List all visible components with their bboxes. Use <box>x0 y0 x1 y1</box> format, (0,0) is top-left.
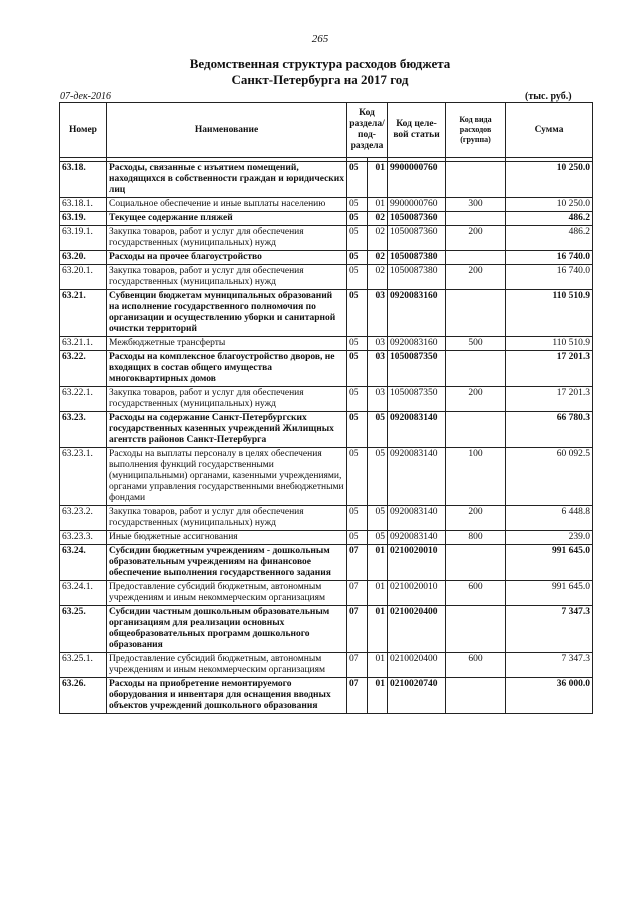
cell-subsection: 03 <box>368 290 388 337</box>
cell-section: 05 <box>347 531 368 545</box>
cell-amount: 16 740.0 <box>506 251 593 265</box>
cell-number: 63.21. <box>60 290 107 337</box>
cell-name: Субсидии частным дошкольным образовательным организациям для реализации основных общеобразовательных программ дошкольного образования <box>107 606 347 653</box>
cell-subsection: 01 <box>368 162 388 198</box>
cell-name: Субсидии бюджетным учреждениям - дошкольным образовательным учреждениям на финансовое обеспечение выполнения государственного задания <box>107 545 347 581</box>
cell-group: 600 <box>446 581 506 606</box>
cell-subsection: 01 <box>368 198 388 212</box>
cell-amount: 7 347.3 <box>506 606 593 653</box>
table-row <box>60 351 593 387</box>
cell-subsection: 01 <box>368 545 388 581</box>
cell-number: 63.24.1. <box>60 581 107 606</box>
cell-number: 63.18. <box>60 162 107 198</box>
header-number: Номер <box>60 103 107 158</box>
cell-number: 63.21.1. <box>60 337 107 351</box>
cell-target: 9900000760 <box>388 198 446 212</box>
table-row <box>60 226 593 251</box>
cell-subsection: 02 <box>368 226 388 251</box>
cell-section: 07 <box>347 678 368 714</box>
cell-group: 800 <box>446 531 506 545</box>
cell-subsection: 03 <box>368 351 388 387</box>
cell-group: 200 <box>446 265 506 290</box>
cell-group <box>446 290 506 337</box>
cell-target: 0210020400 <box>388 653 446 678</box>
cell-target: 0210020740 <box>388 678 446 714</box>
cell-group: 500 <box>446 337 506 351</box>
cell-name: Предоставление субсидий бюджетным, автономным учреждениям и иным некоммерческим организациям <box>107 581 347 606</box>
cell-name: Текущее содержание пляжей <box>107 212 347 226</box>
cell-number: 63.19. <box>60 212 107 226</box>
cell-group: 200 <box>446 506 506 531</box>
title-line-2: Санкт-Петербурга на 2017 год <box>231 72 409 87</box>
cell-group <box>446 678 506 714</box>
cell-number: 63.23.3. <box>60 531 107 545</box>
cell-amount: 991 645.0 <box>506 545 593 581</box>
cell-section: 05 <box>347 448 368 506</box>
cell-subsection: 05 <box>368 412 388 448</box>
budget-table <box>59 102 593 714</box>
cell-subsection: 03 <box>368 337 388 351</box>
cell-subsection: 02 <box>368 251 388 265</box>
cell-target: 0920083140 <box>388 448 446 506</box>
cell-name: Расходы, связанные с изъятием помещений, находящихся в собственности граждан и юридических лиц <box>107 162 347 198</box>
header-target: Код целе-вой статьи <box>388 103 446 158</box>
cell-group <box>446 606 506 653</box>
cell-subsection: 01 <box>368 653 388 678</box>
cell-subsection: 01 <box>368 606 388 653</box>
table-row <box>60 162 593 198</box>
cell-name: Иные бюджетные ассигнования <box>107 531 347 545</box>
document-date: 07-дек-2016 <box>60 91 111 102</box>
cell-target: 9900000760 <box>388 162 446 198</box>
cell-section: 05 <box>347 351 368 387</box>
cell-section: 07 <box>347 606 368 653</box>
table-row <box>60 387 593 412</box>
cell-amount: 239.0 <box>506 531 593 545</box>
cell-amount: 6 448.8 <box>506 506 593 531</box>
cell-target: 1050087380 <box>388 265 446 290</box>
title-line-1: Ведомственная структура расходов бюджета <box>189 56 451 71</box>
table-row <box>60 678 593 714</box>
cell-number: 63.19.1. <box>60 226 107 251</box>
cell-section: 05 <box>347 290 368 337</box>
cell-target: 1050087350 <box>388 351 446 387</box>
cell-number: 63.23.2. <box>60 506 107 531</box>
table-row <box>60 653 593 678</box>
cell-group <box>446 162 506 198</box>
cell-amount: 110 510.9 <box>506 290 593 337</box>
table-header-row <box>60 103 593 158</box>
cell-section: 05 <box>347 251 368 265</box>
page-number: 265 <box>311 33 329 45</box>
cell-number: 63.20. <box>60 251 107 265</box>
cell-amount: 110 510.9 <box>506 337 593 351</box>
cell-number: 63.20.1. <box>60 265 107 290</box>
cell-target: 0920083140 <box>388 506 446 531</box>
cell-section: 05 <box>347 198 368 212</box>
table-row <box>60 337 593 351</box>
header-name: Наименование <box>107 103 347 158</box>
cell-group: 300 <box>446 198 506 212</box>
cell-section: 05 <box>347 265 368 290</box>
cell-name: Субвенции бюджетам муниципальных образований на исполнение государственного полномочия по организации и осуществлению уборки и санитарной очистки территорий <box>107 290 347 337</box>
cell-group <box>446 545 506 581</box>
cell-target: 0920083140 <box>388 531 446 545</box>
cell-number: 63.22. <box>60 351 107 387</box>
cell-amount: 66 780.3 <box>506 412 593 448</box>
cell-target: 1050087380 <box>388 251 446 265</box>
cell-group: 600 <box>446 653 506 678</box>
cell-amount: 486.2 <box>506 212 593 226</box>
cell-amount: 16 740.0 <box>506 265 593 290</box>
cell-amount: 7 347.3 <box>506 653 593 678</box>
cell-subsection: 05 <box>368 531 388 545</box>
cell-name: Социальное обеспечение и иные выплаты населению <box>107 198 347 212</box>
table-row <box>60 412 593 448</box>
table-row <box>60 290 593 337</box>
cell-name: Межбюджетные трансферты <box>107 337 347 351</box>
cell-section: 05 <box>347 337 368 351</box>
cell-group: 200 <box>446 226 506 251</box>
document-title <box>0 56 640 88</box>
cell-group <box>446 212 506 226</box>
cell-section: 05 <box>347 226 368 251</box>
table-body <box>60 162 593 714</box>
cell-number: 63.22.1. <box>60 387 107 412</box>
units-label: (тыс. руб.) <box>525 91 572 102</box>
cell-name: Расходы на комплексное благоустройство дворов, не входящих в состав общего имущества многоквартирных домов <box>107 351 347 387</box>
cell-group: 200 <box>446 387 506 412</box>
cell-name: Предоставление субсидий бюджетным, автономным учреждениям и иным некоммерческим организациям <box>107 653 347 678</box>
cell-number: 63.24. <box>60 545 107 581</box>
cell-subsection: 02 <box>368 265 388 290</box>
cell-target: 1050087350 <box>388 387 446 412</box>
cell-amount: 10 250.0 <box>506 198 593 212</box>
cell-amount: 17 201.3 <box>506 351 593 387</box>
cell-target: 0920083160 <box>388 337 446 351</box>
cell-name: Расходы на прочее благоустройство <box>107 251 347 265</box>
cell-section: 05 <box>347 506 368 531</box>
cell-section: 05 <box>347 212 368 226</box>
cell-name: Закупка товаров, работ и услуг для обеспечения государственных (муниципальных) нужд <box>107 226 347 251</box>
cell-number: 63.23. <box>60 412 107 448</box>
cell-subsection: 03 <box>368 387 388 412</box>
table-row <box>60 531 593 545</box>
cell-section: 05 <box>347 412 368 448</box>
cell-group <box>446 351 506 387</box>
cell-target: 0210020010 <box>388 545 446 581</box>
table-row <box>60 251 593 265</box>
cell-section: 07 <box>347 581 368 606</box>
cell-number: 63.26. <box>60 678 107 714</box>
cell-target: 0920083140 <box>388 412 446 448</box>
cell-number: 63.23.1. <box>60 448 107 506</box>
cell-name: Закупка товаров, работ и услуг для обеспечения государственных (муниципальных) нужд <box>107 506 347 531</box>
cell-amount: 10 250.0 <box>506 162 593 198</box>
cell-number: 63.25. <box>60 606 107 653</box>
cell-target: 1050087360 <box>388 212 446 226</box>
cell-section: 07 <box>347 653 368 678</box>
cell-amount: 991 645.0 <box>506 581 593 606</box>
cell-name: Расходы на приобретение немонтируемого оборудования и инвентаря для оснащения вводных объектов учреждений дошкольного образования <box>107 678 347 714</box>
cell-group: 100 <box>446 448 506 506</box>
cell-name: Закупка товаров, работ и услуг для обеспечения государственных (муниципальных) нужд <box>107 387 347 412</box>
cell-name: Расходы на содержание Санкт-Петербургских государственных казенных учреждений Жилищных агентств районов Санкт-Петербурга <box>107 412 347 448</box>
cell-amount: 36 000.0 <box>506 678 593 714</box>
table-row <box>60 198 593 212</box>
cell-section: 07 <box>347 545 368 581</box>
cell-subsection: 01 <box>368 678 388 714</box>
table-row <box>60 212 593 226</box>
cell-subsection: 05 <box>368 448 388 506</box>
header-amount: Сумма <box>506 103 593 158</box>
table-row <box>60 506 593 531</box>
cell-group <box>446 412 506 448</box>
cell-section: 05 <box>347 162 368 198</box>
cell-target: 0920083160 <box>388 290 446 337</box>
cell-name: Закупка товаров, работ и услуг для обеспечения государственных (муниципальных) нужд <box>107 265 347 290</box>
cell-subsection: 01 <box>368 581 388 606</box>
cell-amount: 486.2 <box>506 226 593 251</box>
table-row <box>60 606 593 653</box>
table-row <box>60 265 593 290</box>
cell-number: 63.25.1. <box>60 653 107 678</box>
cell-number: 63.18.1. <box>60 198 107 212</box>
table-row <box>60 581 593 606</box>
cell-target: 0210020400 <box>388 606 446 653</box>
header-section: Код раздела/ под-раздела <box>347 103 388 158</box>
table-row <box>60 545 593 581</box>
cell-subsection: 05 <box>368 506 388 531</box>
table-row <box>60 448 593 506</box>
cell-amount: 17 201.3 <box>506 387 593 412</box>
cell-name: Расходы на выплаты персоналу в целях обеспечения выполнения функций государственными (муниципальными) органами, казенными учреждениями, органами управления государственными внебюджетными фондами <box>107 448 347 506</box>
cell-section: 05 <box>347 387 368 412</box>
cell-subsection: 02 <box>368 212 388 226</box>
header-expense-group: Код вида расходов (группа) <box>446 103 506 158</box>
cell-target: 0210020010 <box>388 581 446 606</box>
cell-amount: 60 092.5 <box>506 448 593 506</box>
cell-group <box>446 251 506 265</box>
cell-target: 1050087360 <box>388 226 446 251</box>
